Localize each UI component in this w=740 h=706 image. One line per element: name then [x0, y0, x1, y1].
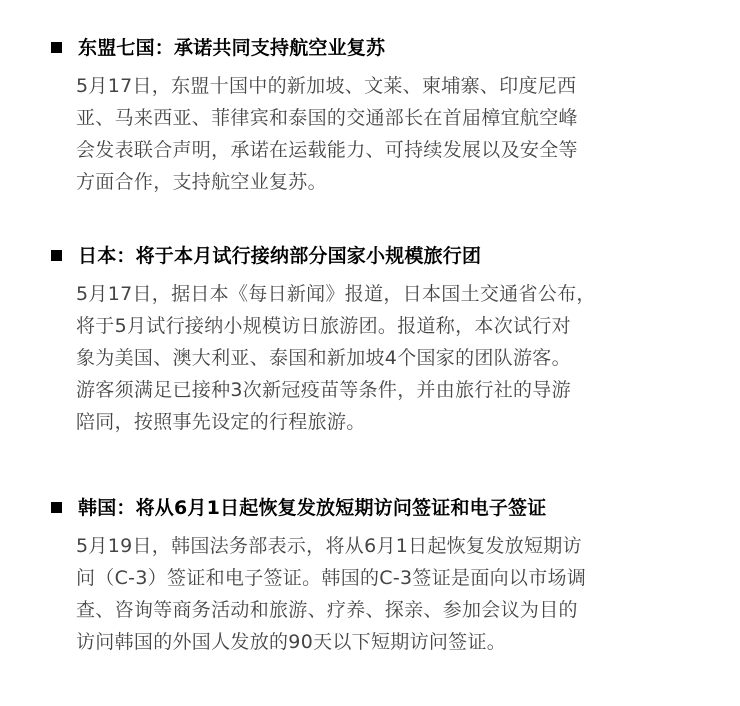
body-line: 游客须满足已接种3次新冠疫苗等条件，并由旅行社的导游: [76, 379, 571, 401]
body-line: 亚、马来西亚、菲律宾和泰国的交通部长在首届樟宜航空峰: [76, 107, 578, 129]
section-asean: [0, 30, 740, 193]
body-line: 会发表联合声明，承诺在运载能力、可持续发展以及安全等: [76, 139, 578, 161]
body-line: 象为美国、澳大利亚、泰国和新加坡4个国家的团队游客。: [76, 347, 571, 369]
section-title: 日本：将于本月试行接纳部分国家小规模旅行团: [78, 245, 482, 267]
square-bullet-icon: [51, 502, 62, 513]
body-line: 5月19日，韩国法务部表示，将从6月1日起恢复发放短期访: [76, 535, 582, 557]
body-line: 5月17日，东盟十国中的新加坡、文莱、柬埔寨、印度尼西: [76, 75, 577, 97]
body-line: 访问韩国的外国人发放的90天以下短期访问签证。: [76, 631, 507, 653]
section-title: 东盟七国：承诺共同支持航空业复苏: [78, 37, 386, 59]
section-korea: [0, 490, 740, 653]
body-line: 问（C-3）签证和电子签证。韩国的C-3签证是面向以市场调: [76, 567, 587, 589]
square-bullet-icon: [51, 42, 62, 53]
section-japan: [0, 238, 740, 433]
body-line: 方面合作，支持航空业复苏。: [76, 171, 327, 193]
body-line: 查、咨询等商务活动和旅游、疗养、探亲、参加会议为目的: [76, 599, 578, 621]
section-heading: [0, 30, 740, 66]
body-line: 将于5月试行接纳小规模访日旅游团。报道称，本次试行对: [76, 315, 571, 337]
square-bullet-icon: [51, 250, 62, 261]
section-body: [76, 530, 696, 658]
section-body: [76, 70, 696, 198]
body-line: 陪同，按照事先设定的行程旅游。: [76, 411, 366, 433]
section-body: [76, 278, 696, 438]
section-title: 韩国：将从6月1日起恢复发放短期访问签证和电子签证: [78, 497, 547, 519]
section-heading: [0, 490, 740, 526]
body-line: 5月17日，据日本《每日新闻》报道，日本国土交通省公布，: [76, 283, 596, 305]
section-heading: [0, 238, 740, 274]
